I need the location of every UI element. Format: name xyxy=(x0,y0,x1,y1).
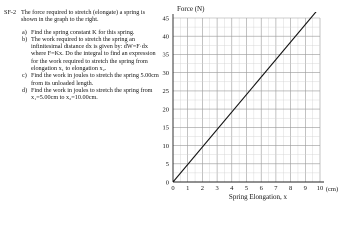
x-tick-label: 0 xyxy=(171,185,175,192)
part-letter: d) xyxy=(22,86,28,94)
part-text: Find the spring constant K for this spring. xyxy=(31,28,135,36)
y-tick-label: 0 xyxy=(165,179,169,187)
part-letter: a) xyxy=(22,28,27,36)
x-axis-label: Spring Elongation, x xyxy=(228,193,288,201)
y-tick-label: 35 xyxy=(162,51,169,59)
y-tick-label: 20 xyxy=(162,106,169,114)
y-tick-label: 45 xyxy=(162,15,169,23)
y-axis-label: Force (N) xyxy=(177,5,205,13)
x-tick-label: 8 xyxy=(288,185,293,192)
x-tick-label: 6 xyxy=(259,185,263,192)
y-tick-label: 5 xyxy=(165,161,169,169)
part-text: Find the work in joules to stretch the spring from x₁=5.00cm to x₂=10.00cm. xyxy=(31,86,153,102)
part-letter: c) xyxy=(22,72,27,80)
x-tick-label: 7 xyxy=(274,185,278,192)
chart-grid xyxy=(173,18,320,182)
y-tick-label: 25 xyxy=(162,88,169,96)
part-letter: b) xyxy=(22,35,28,43)
part-text: Find the work in joules to stretch the spring 5.00cm from its unloaded length. xyxy=(31,72,159,87)
part-text: The work required to stretch the spring an infinitesimal distance dx is given by: dW=F·dx where F=Kx. Do the integral to find an expression for the work required to stretch the spring from elongation x₁ to elongation x₂. xyxy=(31,35,156,73)
x-tick-label: 1 xyxy=(186,185,190,192)
x-tick-label: 5 xyxy=(244,185,249,192)
x-tick-label: 9 xyxy=(303,185,307,192)
x-tick-label: 3 xyxy=(215,185,219,192)
x-tick-label: 2 xyxy=(200,185,205,192)
y-tick-label: 40 xyxy=(162,33,169,41)
y-tick-label: 10 xyxy=(162,142,169,150)
problem-stem: The force required to stretch (elongate) a spring is shown in the graph to the right. xyxy=(21,9,146,24)
x-tick-label: 10 xyxy=(316,185,324,192)
y-tick-label: 15 xyxy=(162,124,169,132)
x-tick-label: 4 xyxy=(230,185,234,192)
y-tick-label: 30 xyxy=(162,69,169,77)
problem-number: SF-2 xyxy=(4,9,17,16)
x-axis-unit: (cm) xyxy=(325,186,339,193)
chart-axes xyxy=(173,14,324,182)
